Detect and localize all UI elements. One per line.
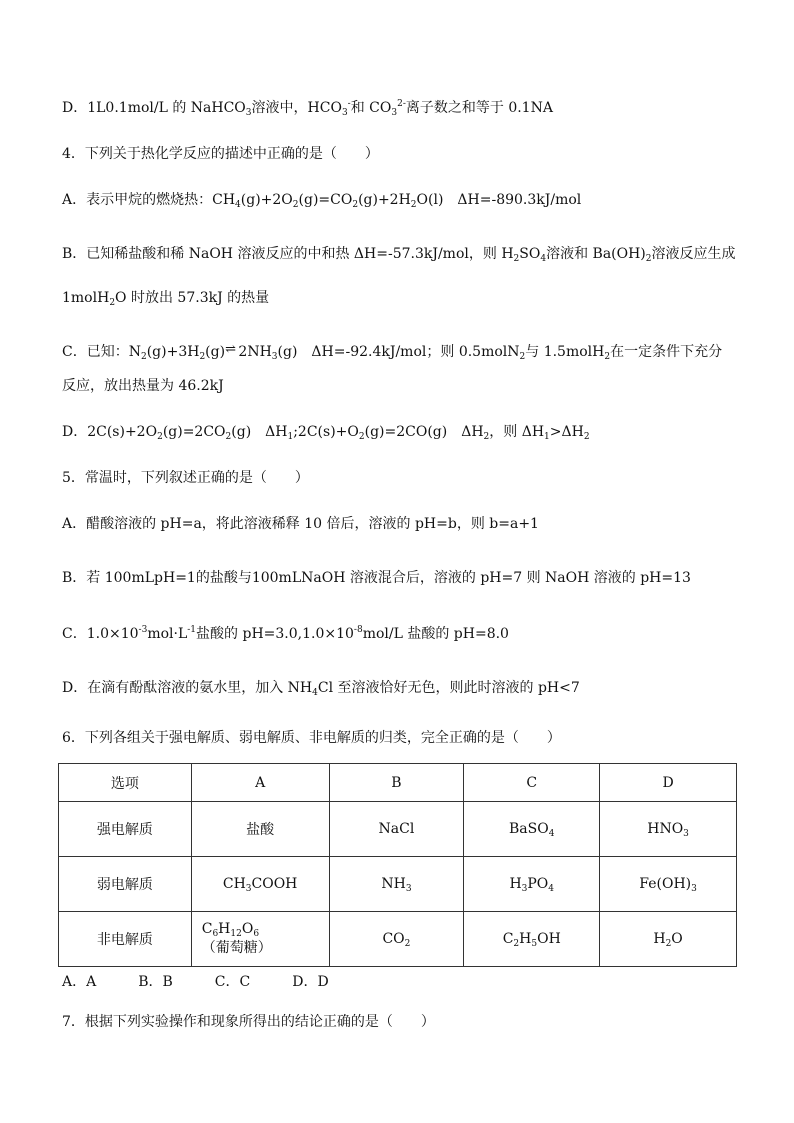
q6-answer-options: A．A B．B C．C D．D <box>62 974 329 990</box>
table-cell <box>191 912 329 967</box>
formula-text: COOH <box>251 876 298 892</box>
table-cell: 盐酸 <box>191 802 329 857</box>
q5-option-b: B．若 100mLpH=1的盐酸与100mLNaOH 溶液混合后，溶液的 pH=7 则 NaOH 溶液的 pH=13 <box>62 570 691 586</box>
q5-stem: 5．常温时，下列叙述正确的是（ ） <box>62 470 309 486</box>
q4-a-sub: 2 <box>410 200 417 210</box>
table-cell <box>464 857 600 912</box>
q4-b-text: 溶液反应生成 <box>651 246 736 262</box>
q4-b-sub: 4 <box>540 254 547 264</box>
formula-sub: 6 <box>212 929 219 939</box>
q7-stem: 7．根据下列实验操作和现象所得出的结论正确的是（ ） <box>62 1014 435 1030</box>
q5-c-text: mol·L <box>147 626 188 642</box>
formula-text: O <box>241 921 254 937</box>
formula-text: CO <box>382 931 405 947</box>
q4-b-text: B．已知稀盐酸和稀 NaOH 溶液反应的中和热 ΔH=-57.3kJ/mol，则 H <box>62 246 514 262</box>
table-cell <box>600 802 737 857</box>
q3-d-sup: - <box>347 99 351 109</box>
table-header-cell: D <box>600 764 737 802</box>
formula-text: C <box>502 931 514 947</box>
q5-c-text: mol/L 盐酸的 pH=8.0 <box>362 626 509 642</box>
formula-text: H <box>653 931 666 947</box>
q4-c-sub: 3 <box>271 352 278 362</box>
q4-d-text: ;2C(s)+O <box>293 424 359 440</box>
q4-option-c-line2: 反应，放出热量为 46.2kJ <box>62 378 224 394</box>
q4-option-b <box>62 244 736 264</box>
formula-text: PO <box>527 876 549 892</box>
q4-option-a <box>62 190 581 210</box>
formula-sub: 3 <box>683 829 689 839</box>
q4-c-sub: 2 <box>604 352 611 362</box>
q4-d-text: (g)=2CO(g) ΔH <box>364 424 484 440</box>
q4-d-text: (g)=2CO <box>162 424 226 440</box>
q4-d-sub: 1 <box>287 432 294 442</box>
formula-sub: 12 <box>230 929 242 939</box>
q6-stem: 6．下列各组关于强电解质、弱电解质、非电解质的归类，完全正确的是（ ） <box>62 730 561 746</box>
q4-c-text: (g)+3H <box>146 344 200 360</box>
q4-a-sub: 2 <box>292 200 299 210</box>
formula-sub: 3 <box>521 884 528 894</box>
q4-a-text: (g)=CO <box>298 192 353 208</box>
q4-d-sub: 1 <box>544 432 550 442</box>
table-header-cell: B <box>329 764 464 802</box>
formula-text: C <box>201 921 213 937</box>
q5-c-sup: -8 <box>353 625 363 635</box>
formula-sub: 3 <box>691 884 697 894</box>
q4-c-sub: 2 <box>519 352 526 362</box>
formula-text: HNO <box>647 821 684 837</box>
q3-d-text: 和 CO <box>350 100 392 116</box>
q4-c-text: 与 1.5molH <box>525 344 605 360</box>
q3-d-text: 溶液中，HCO <box>251 100 342 116</box>
q4-a-text: O(l) ΔH=-890.3kJ/mol <box>416 192 582 208</box>
formula-text: OH <box>537 931 561 947</box>
q4-b-sub: 2 <box>645 254 652 264</box>
formula-sub: 2 <box>404 939 411 949</box>
row-label-non: 非电解质 <box>59 912 192 967</box>
q5-option-c <box>62 624 509 644</box>
table-cell <box>464 802 600 857</box>
q4-a-sub: 2 <box>352 200 359 210</box>
electrolyte-table <box>58 763 737 967</box>
q4-a-text: (g)+2H <box>358 192 411 208</box>
q4-c-text: (g) <box>205 344 226 360</box>
q4-b-text: O 时放出 57.3kJ 的热量 <box>115 290 270 306</box>
q5-d-text: D．在滴有酚酞溶液的氨水里，加入 NH <box>62 680 313 696</box>
formula-sub: 4 <box>548 829 555 839</box>
q4-option-b-line2 <box>62 288 269 308</box>
formula-sub: 4 <box>548 884 555 894</box>
formula-text: H <box>218 921 231 937</box>
formula-sub: 2 <box>665 939 672 949</box>
q5-option-a: A．醋酸溶液的 pH=a，将此溶液稀释 10 倍后，溶液的 pH=b，则 b=a+1 <box>62 516 539 532</box>
formula-text: CH <box>222 876 246 892</box>
q5-c-text: C．1.0×10 <box>62 626 139 642</box>
formula-sub: 5 <box>531 939 538 949</box>
q4-d-sub: 2 <box>483 432 490 442</box>
formula-text: （葡萄糖） <box>201 940 272 956</box>
equilibrium-arrow-icon: ⇌ <box>225 342 234 357</box>
q3-d-sub: 3 <box>245 108 252 118</box>
q4-d-sub: 2 <box>358 432 365 442</box>
formula-text: BaSO <box>509 821 549 837</box>
q3-d-sub: 3 <box>341 108 348 118</box>
formula-text: H <box>519 931 532 947</box>
q4-b-text: 溶液和 Ba(OH) <box>546 246 646 262</box>
q4-b-text: 1molH <box>62 290 110 306</box>
table-row <box>59 802 737 857</box>
table-row <box>59 912 737 967</box>
table-cell <box>329 912 464 967</box>
q4-option-c <box>62 342 722 363</box>
q5-option-d <box>62 678 580 698</box>
q4-b-sub: 2 <box>513 254 520 264</box>
table-header-cell: A <box>191 764 329 802</box>
q4-c-sub: 2 <box>199 352 206 362</box>
q4-option-d <box>62 422 590 442</box>
table-row <box>59 857 737 912</box>
q4-d-text: ，则 ΔH <box>489 424 545 440</box>
table-cell <box>191 857 329 912</box>
q4-stem: 4．下列关于热化学反应的描述中正确的是（ ） <box>62 146 379 162</box>
q3-d-text: D．1L0.1mol/L 的 NaHCO <box>62 100 246 116</box>
q4-d-text: >ΔH <box>549 424 584 440</box>
q4-b-text: SO <box>519 246 541 262</box>
formula-text: O <box>671 931 683 947</box>
q4-d-sub: 2 <box>225 432 232 442</box>
formula-sub: 6 <box>253 929 260 939</box>
q4-d-text: (g) ΔH <box>231 424 288 440</box>
table-cell <box>464 912 600 967</box>
table-header-row <box>59 764 737 802</box>
row-label-strong: 强电解质 <box>59 802 192 857</box>
q5-d-text: Cl 至溶液恰好无色，则此时溶液的 pH<7 <box>317 680 580 696</box>
q4-d-sub: 2 <box>157 432 163 442</box>
table-header-cell: 选项 <box>59 764 192 802</box>
q5-d-sub: 4 <box>312 688 318 698</box>
q3-d-sub: 3 <box>391 108 398 118</box>
table-cell: NaCl <box>329 802 464 857</box>
q4-c-sub: 2 <box>140 352 147 362</box>
q3-option-d <box>62 98 553 118</box>
formula-text: NH <box>381 876 406 892</box>
q4-a-text: A．表示甲烷的燃烧热：CH <box>62 192 236 208</box>
q3-d-sup: 2- <box>397 99 406 109</box>
row-label-weak: 弱电解质 <box>59 857 192 912</box>
q4-c-text: 在一定条件下充分 <box>610 344 723 360</box>
q4-d-sub: 2 <box>583 432 590 442</box>
formula-text: Fe(OH) <box>639 876 692 892</box>
formula-sub: 3 <box>405 884 412 894</box>
q4-a-sub: 4 <box>235 200 241 210</box>
table-cell <box>600 857 737 912</box>
q4-b-sub: 2 <box>109 298 116 308</box>
q5-c-sup: -1 <box>187 625 197 635</box>
q4-c-text: C．已知：N <box>62 344 141 360</box>
formula-sub: 2 <box>513 939 520 949</box>
table-cell <box>329 857 464 912</box>
formula-text: H <box>509 876 522 892</box>
q3-d-text: 离子数之和等于 0.1NA <box>405 100 553 116</box>
q4-a-text: (g)+2O <box>240 192 293 208</box>
formula-sub: 3 <box>245 884 252 894</box>
q5-c-text: 盐酸的 pH=3.0,1.0×10 <box>196 626 354 642</box>
q4-d-text: D．2C(s)+2O <box>62 424 158 440</box>
table-header-cell: C <box>464 764 600 802</box>
q4-c-text: 2NH <box>233 344 272 360</box>
table-cell <box>600 912 737 967</box>
q4-c-text: (g) ΔH=-92.4kJ/mol；则 0.5molN <box>277 344 520 360</box>
q5-c-sup: -3 <box>138 625 148 635</box>
